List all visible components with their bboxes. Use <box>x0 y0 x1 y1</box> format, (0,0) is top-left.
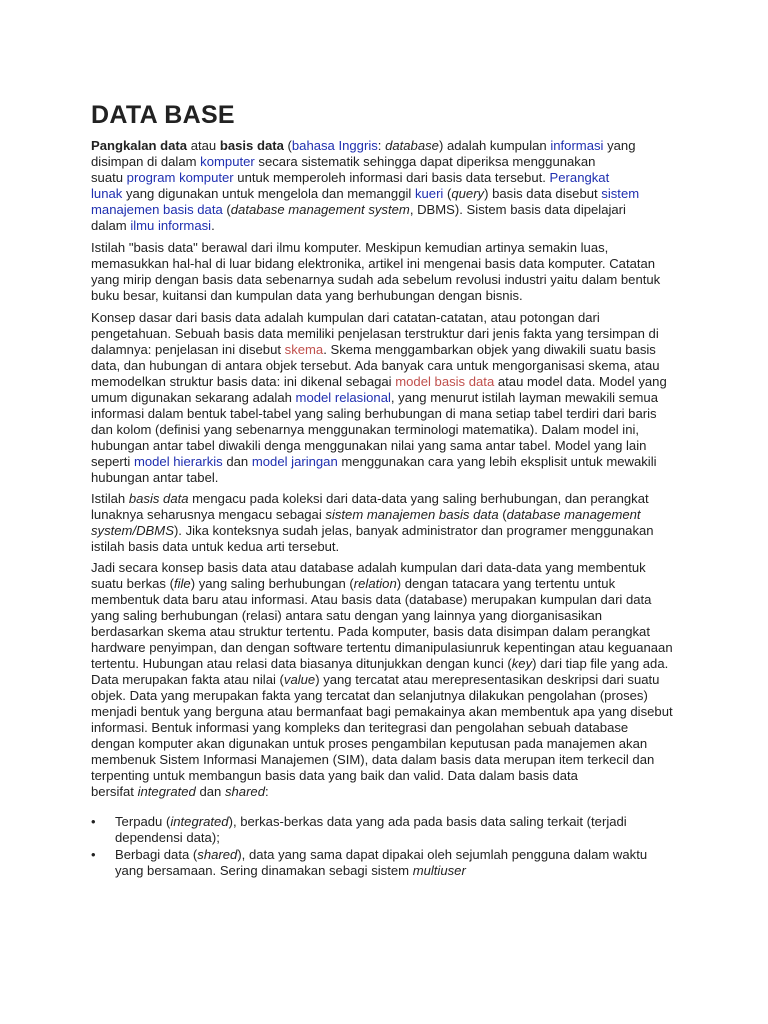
link-model-relasional[interactable]: model relasional <box>295 390 391 405</box>
term-italic: multiuser <box>412 863 466 878</box>
text-line: Istilah basis data mengacu pada koleksi dari data-data yang saling berhubungan, dan perangkat <box>91 491 649 506</box>
bullet-icon: • <box>91 814 96 829</box>
text-line: system/DBMS). Jika konteksnya sudah jelas, banyak administrator dan programer menggunakan <box>91 523 654 538</box>
text-line: pengetahuan. Sebuah basis data memiliki penjelasan terstruktur dari jenis fakta yang tersimpan di <box>91 326 659 341</box>
text-line: hardware penyimpan, dan dengan software tertentu dimanipulasiunruk kepentingan atau keguanaan <box>91 640 673 655</box>
text-line: dalam ilmu informasi. <box>91 218 215 233</box>
text-line: yang saling berhubungan (relasi) antara satu dengan yang lainnya yang diorganisasikan <box>91 608 603 623</box>
text-line: suatu program komputer untuk memperoleh informasi dari basis data tersebut. Perangkat <box>91 170 610 185</box>
link-sistem-manajemen-basis-data[interactable]: manajemen basis data <box>91 202 223 217</box>
term-italic: value <box>283 672 316 687</box>
link-informasi[interactable]: informasi <box>550 138 604 153</box>
term-italic: database <box>385 138 439 153</box>
text-line: yang mirip dengan basis data sebenarnya sudah ada sebelum revolusi industri yaitu dalam bentuk <box>91 272 661 287</box>
term-italic: key <box>511 656 533 671</box>
term-italic: integrated <box>137 784 196 799</box>
text-line: data, dan hubungan di antara objek tersebut. Ada banyak cara untuk mengorganisasi skema, atau <box>91 358 660 373</box>
term-italic: sistem manajemen basis data <box>325 507 499 522</box>
text-line: lunak yang digunakan untuk mengelola dan memanggil kueri (query) basis data disebut sistem <box>91 186 640 201</box>
link-model-jaringan[interactable]: model jaringan <box>251 454 338 469</box>
link-program-komputer[interactable]: program komputer <box>126 170 234 185</box>
text-line: objek. Data yang merupakan fakta yang tercatat dan selanjutnya dilakukan pengolahan (proses) <box>91 688 648 703</box>
bullet-icon: • <box>91 847 96 862</box>
link-skema[interactable]: skema <box>284 342 324 357</box>
term-italic: shared <box>197 847 238 862</box>
text-line: yang bersamaan. Sering dinamakan sebagi sistem multiuser <box>115 863 466 878</box>
text-line: tertentu. Hubungan atau relasi data biasanya ditunjukkan dengan kunci (key) dari tiap file yang ada. <box>91 656 669 671</box>
term-italic: query <box>451 186 485 201</box>
term-bold: basis data <box>219 138 284 153</box>
text-line: hubungan antar tabel. <box>91 470 219 485</box>
text-line: menjadi bentuk yang berguna atau bermanfaat bagi pemakainya akan membentuk apa yang disebut <box>91 704 673 719</box>
text-line: seperti model hierarkis dan model jaringan menggunakan cara yang lebih eksplisit untuk mewakili <box>91 454 657 469</box>
term-italic: system/DBMS <box>91 523 174 538</box>
term-italic: database management system <box>230 202 410 217</box>
text-line: istilah basis data untuk kedua arti tersebut. <box>91 539 340 554</box>
link-perangkat-lunak[interactable]: Perangkat <box>549 170 610 185</box>
text-line: informasi dalam bentuk tabel-tabel yang saling berhubungan di mana setiap tabel terdiri dari baris <box>91 406 657 421</box>
text-line: informasi. Bentuk informasi yang kompleks dan teritegrasi dan pengolahan sebuah database <box>91 720 629 735</box>
text-line: dengan komputer akan digunakan untuk proses pengambilan keputusan pada manajemen akan <box>91 736 648 751</box>
link-komputer[interactable]: komputer <box>200 154 255 169</box>
text-line: berdasarkan skema atau struktur tertentu. Pada komputer, basis data disimpan dalam perangkat <box>91 624 650 639</box>
text-line: dan kolom (definisi yang sebenarnya menggunakan terminologi matematika). Dalam model ini, <box>91 422 640 437</box>
page-title: DATA BASE <box>91 101 235 129</box>
link-sistem-manajemen-basis-data[interactable]: sistem <box>601 186 640 201</box>
term-italic: file <box>173 576 191 591</box>
term-italic: basis data <box>128 491 189 506</box>
text-line: Pangkalan data atau basis data (bahasa Inggris: database) adalah kumpulan informasi yang <box>91 138 636 153</box>
text-line: umum digunakan sekarang adalah model relasional, yang menurut istilah layman mewakili semua <box>91 390 658 405</box>
text-line: Istilah "basis data" berawal dari ilmu komputer. Meskipun kemudian artinya semakin luas, <box>91 240 609 255</box>
link-kueri[interactable]: kueri <box>414 186 444 201</box>
text-line: Konsep dasar dari basis data adalah kumpulan dari catatan-catatan, atau potongan dari <box>91 310 600 325</box>
text-line: hubungan antar tabel diwakili denga menggunakan nilai yang sama antar tabel. Model yang lain <box>91 438 647 453</box>
text-line: Terpadu (integrated), berkas-berkas data yang ada pada basis data saling terkait (terjadi <box>115 814 627 829</box>
text-line: buku besar, kuitansi dan kumpulan data yang berhubungan dengan bisnis. <box>91 288 523 303</box>
text-line: memodelkan struktur basis data: ini dikenal sebagai model basis data atau model data. Model yang <box>91 374 667 389</box>
text-line: terpenting untuk membangun basis data yang baik dan valid. Data dalam basis data <box>91 768 578 783</box>
link-model-basis-data[interactable]: model basis data <box>395 374 495 389</box>
term-bold: Pangkalan data <box>91 138 188 153</box>
text-line: dalamnya: penjelasan ini disebut skema. Skema menggambarkan objek yang diwakili suatu basis <box>91 342 656 357</box>
text-line: Berbagi data (shared), data yang sama dapat dipakai oleh sejumlah pengguna dalam waktu <box>115 847 648 862</box>
term-italic: relation <box>353 576 397 591</box>
text-line: Data merupakan fakta atau nilai (value) yang tercatat atau merepresentasikan deskripsi dari suatu <box>91 672 660 687</box>
text-line: Jadi secara konsep basis data atau database adalah kumpulan dari data-data yang membentuk <box>91 560 646 575</box>
term-italic: database management <box>506 507 641 522</box>
text-line: manajemen basis data (database management system, DBMS). Sistem basis data dipelajari <box>91 202 626 217</box>
link-bahasa-inggris[interactable]: bahasa Inggris <box>291 138 378 153</box>
text-line: disimpan di dalam komputer secara sistematik sehingga dapat diperiksa menggunakan <box>91 154 596 169</box>
text-line: memasukkan hal-hal di luar bidang elektronika, artikel ini mengenai basis data komputer. Catatan <box>91 256 656 271</box>
term-italic: shared <box>224 784 265 799</box>
term-italic: integrated <box>170 814 229 829</box>
text-line: suatu berkas (file) yang saling berhubungan (relation) dengan tatacara yang tertentu untuk <box>91 576 616 591</box>
link-perangkat-lunak[interactable]: lunak <box>91 186 123 201</box>
link-ilmu-informasi[interactable]: ilmu informasi <box>130 218 212 233</box>
text-line: membenuk Sistem Informasi Manajemen (SIM), data dalam basis data merupan item terkecil dan <box>91 752 655 767</box>
text-line: membentuk data baru atau informasi. Atau basis data (database) merupakan kumpulan dari data <box>91 592 652 607</box>
text-line: bersifat integrated dan shared: <box>91 784 269 799</box>
text-line: dependensi data); <box>115 830 220 845</box>
link-model-hierarkis[interactable]: model hierarkis <box>133 454 223 469</box>
text-line: lunaknya seharusnya mengacu sebagai sistem manajemen basis data (database management <box>91 507 641 522</box>
